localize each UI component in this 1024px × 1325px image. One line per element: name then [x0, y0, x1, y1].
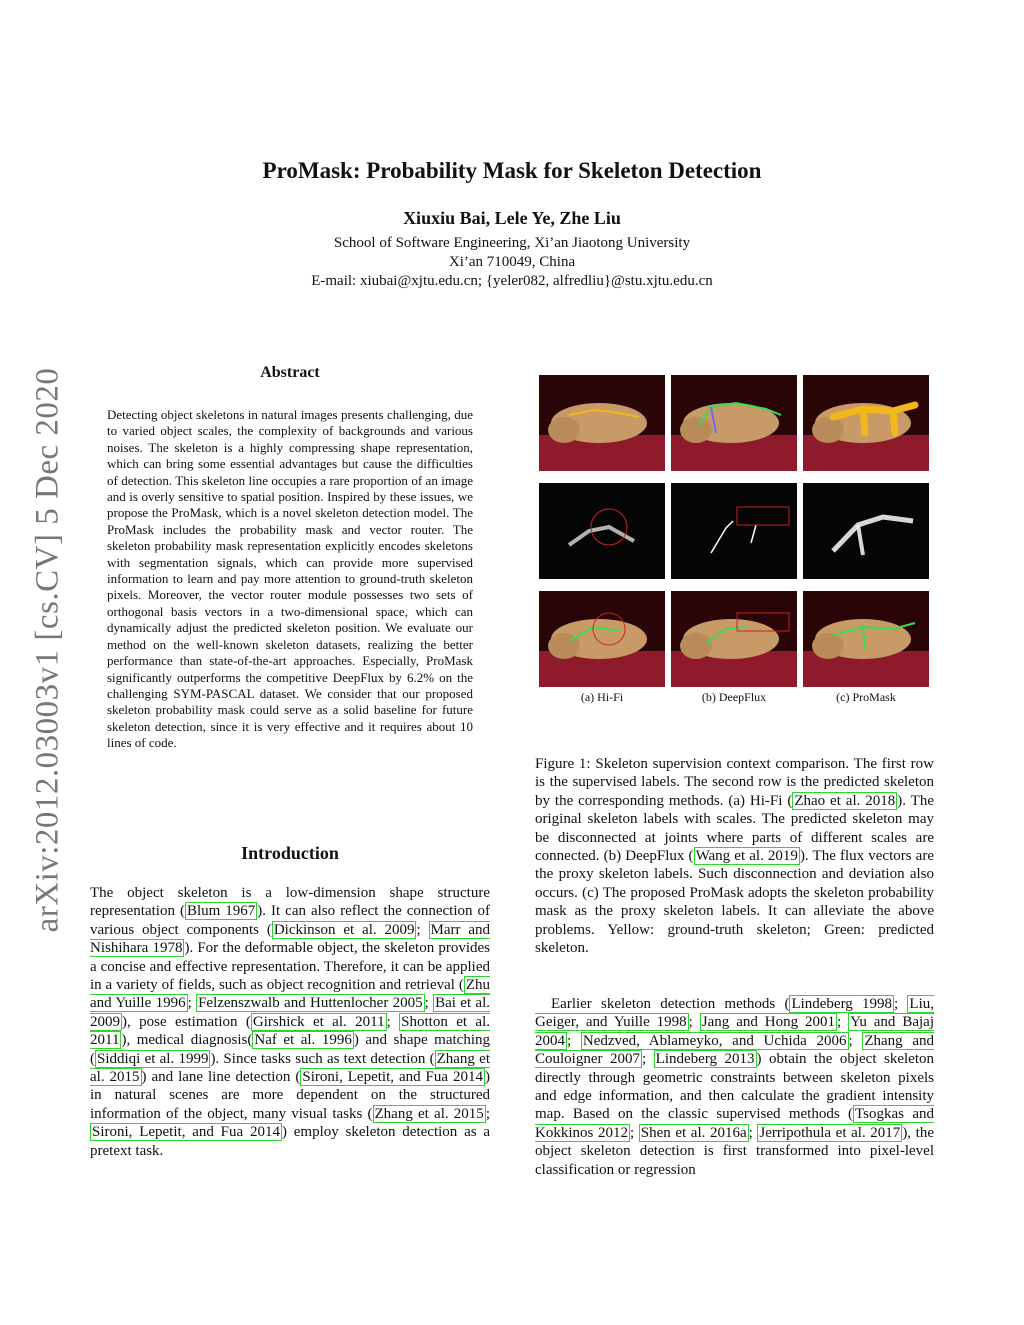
body-text: ) obtain the object skeleton directly through geometric constraints between skeleton pixels and edge information, and then calculate the gradient intensity map. Based on the classic supervised methods ( — [535, 1051, 934, 1123]
body-text: ; — [894, 996, 908, 1012]
citation-link[interactable]: Jerripothula et al. 2017 — [759, 1124, 901, 1141]
citation-link[interactable]: Blum 1967 — [186, 903, 256, 920]
citation-link[interactable]: Yu and Bajaj 2004 — [535, 1014, 934, 1049]
citation-link[interactable]: Felzenszwalb and Huttenlocher 2005 — [198, 995, 423, 1012]
introduction-heading: Introduction — [241, 843, 339, 863]
citation-link[interactable]: Siddiqi et al. 1999 — [97, 1050, 209, 1067]
figure-1 — [539, 375, 931, 705]
body-text: ; — [848, 1032, 863, 1049]
body-text: ), medical diagnosis( — [121, 1032, 253, 1049]
fig-deepflux-overlay-image — [671, 591, 797, 687]
citation-link[interactable]: Sironi, Lepetit, and Fua 2014 — [302, 1069, 484, 1086]
body-text: The object skeleton is a low-dimension shape structure representation ( — [90, 885, 490, 920]
citation-link[interactable]: Liu, Geiger, and Yuille 1998 — [535, 996, 935, 1031]
citation-link[interactable]: Naf et al. 1996 — [254, 1032, 352, 1049]
paper-authors: Xiuxiu Bai, Lele Ye, Zhe Liu — [403, 208, 621, 228]
citation-link[interactable]: Zhang and Couloigner 2007 — [535, 1032, 935, 1068]
arxiv-sidebar — [18, 350, 78, 950]
citation-link[interactable]: Girshick et al. 2011 — [252, 1013, 385, 1030]
body-text: ). The flux vectors are the proxy skeleton labels. Such disconnection and deviation also occurs. (c) The proposed ProMask adopts the skeleton probability mask as the proxy skeleton labels. It can alleviate the above problems. Yellow: ground-truth skeleton; Green: predicted skeleton. — [535, 848, 934, 957]
body-text: ). It can also reflect the connection of various object components ( — [90, 903, 490, 938]
fig-promask-overlay-image — [803, 591, 929, 687]
citation-link[interactable]: Sironi, Lepetit, and Fua 2014 — [92, 1124, 280, 1141]
citation-link[interactable]: Lindeberg 2013 — [655, 1051, 755, 1068]
citation-link[interactable]: Jang and Hong 2001 — [701, 1014, 836, 1031]
right-column-text — [535, 995, 934, 1179]
fig-promask-prediction-image — [803, 483, 929, 579]
fig-deepflux-label-image — [671, 375, 797, 471]
right-column-paragraph — [535, 995, 934, 1179]
affiliation-line: School of Software Engineering, Xi’an Jiaotong University — [333, 235, 691, 251]
figure-caption-text — [535, 755, 934, 957]
citation-link[interactable]: Dickinson et al. 2009 — [273, 921, 415, 938]
body-text: ; — [748, 1124, 758, 1141]
body-text: ; — [424, 995, 434, 1012]
fig-hifi-label-image — [539, 375, 665, 471]
fig-deepflux-prediction-image — [671, 483, 797, 579]
body-text: Earlier skeleton detection methods ( — [551, 996, 790, 1012]
body-text: ; — [629, 1124, 639, 1141]
body-text: Figure 1: Skeleton supervision context comparison. The first row is the supervised labels. The second row is the predicted skeleton by the corresponding methods. (a) Hi-Fi ( — [535, 756, 934, 809]
citation-link[interactable]: Shotton et al. 2011 — [90, 1013, 490, 1049]
body-text: ; — [416, 921, 429, 938]
body-text: ; — [837, 1014, 849, 1031]
body-text: ). For the deformable object, the skeleton provides a concise and effective representation. Therefore, it can be applied in a variety of fields, such as object recognition and retrieval ( — [90, 940, 490, 994]
fig-hifi-prediction-image — [539, 483, 665, 579]
body-text: ) employ skeleton detection as a pretext task. — [90, 1124, 491, 1159]
body-text: ; — [567, 1032, 581, 1049]
body-text: ; — [688, 1014, 700, 1031]
abstract-heading: Abstract — [260, 364, 320, 381]
body-text: ; — [642, 1051, 654, 1068]
error-box — [737, 507, 789, 525]
citation-link[interactable]: Zhu and Yuille 1996 — [90, 977, 490, 1012]
citation-link[interactable]: Marr and Nishihara 1978 — [90, 921, 490, 957]
citation-link[interactable]: Zhang et al. 2015 — [374, 1105, 484, 1122]
affiliation-email: E-mail: xiubai@xjtu.edu.cn; {yeler082, alfredliu}@stu.xjtu.edu.cn — [311, 273, 713, 289]
abstract-text: Detecting object skeletons in natural images presents challenging, due to varied object scales, the complexity of backgrounds and various noises. The skeleton is a highly compressing shape representation, which can bring some essential advantages but cause the difficulties of detection. This skeleton line occupies a rare proportion of an image and is overly sensitive to spatial position. Inspired by these issues, we propose the ProMask, which is a novel skeleton detection model. The ProMask includes the probability mask and vector router. The skeleton probability mask representation explicitly encodes skeletons with segmentation signals, which can provide more supervised information to learn and pay more attention to ground-truth skeleton pixels. Moreover, the vector router module possesses two sets of orthogonal basis vectors in a two-dimensional space, which can dynamically adjust the predicted skeleton position. We evaluate our method on the well-known skeleton datasets, realizing the better performance than state-of-the-art approaches. Especially, ProMask significantly outperforms the competitive DeepFlux by 6.2% on the challenging SYM-PASCAL dataset. We consider that our proposed skeleton probability mask could serve as a solid baseline for future skeleton detection, since it is very effective and it requires about 10 lines of code. — [107, 407, 473, 751]
body-text: ). The original skeleton labels with scales. The predicted skeleton may be disconnected at joints where parts of different scales are connected. (b) DeepFlux ( — [535, 792, 934, 865]
figure-caption — [535, 755, 934, 957]
citation-link[interactable]: Wang et al. 2019 — [695, 848, 798, 865]
citation-link[interactable]: Tsogkas and Kokkinos 2012 — [535, 1106, 934, 1141]
citation-link[interactable]: Shen et al. 2016a — [640, 1124, 747, 1141]
body-text: ) and lane line detection ( — [141, 1069, 301, 1086]
paper-title: ProMask: Probability Mask for Skeleton Detection — [262, 158, 762, 183]
body-text: ), pose estimation ( — [122, 1013, 251, 1030]
body-text: ) and shape matching ( — [90, 1032, 491, 1067]
fig-promask-label-image — [803, 375, 929, 471]
body-text: ; — [187, 995, 197, 1012]
body-text: ). Since tasks such as text detection ( — [210, 1050, 435, 1067]
body-text: ), the object skeleton detection is first transformed into pixel-level classification or regression — [535, 1124, 934, 1178]
body-text: ; — [485, 1105, 490, 1122]
body-text: ; — [386, 1013, 400, 1030]
affiliation-address: Xi’an 710049, China — [448, 254, 576, 270]
arxiv-identifier[interactable]: arXiv:2012.03003v1 [cs.CV] 5 Dec 2020 — [29, 367, 66, 933]
citation-link[interactable]: Lindeberg 1998 — [791, 996, 893, 1012]
citation-link[interactable]: Zhao et al. 2018 — [794, 792, 896, 809]
subcaption-deepflux: (b) DeepFlux — [701, 690, 767, 704]
citation-link[interactable]: Bai et al. 2009 — [90, 995, 491, 1030]
citation-link[interactable]: Zhang et al. 2015 — [90, 1050, 490, 1086]
introduction-paragraph — [90, 884, 490, 1160]
citation-link[interactable]: Nedzved, Ablameyko, and Uchida 2006 — [582, 1032, 847, 1049]
body-text: ) in natural scenes are more dependent on the structured information of the object, many visual tasks ( — [90, 1069, 491, 1122]
fig-hifi-overlay-image — [539, 591, 665, 687]
subcaption-promask: (c) ProMask — [836, 690, 896, 704]
introduction-text — [90, 884, 490, 1160]
subcaption-hifi: (a) Hi-Fi — [580, 690, 624, 704]
